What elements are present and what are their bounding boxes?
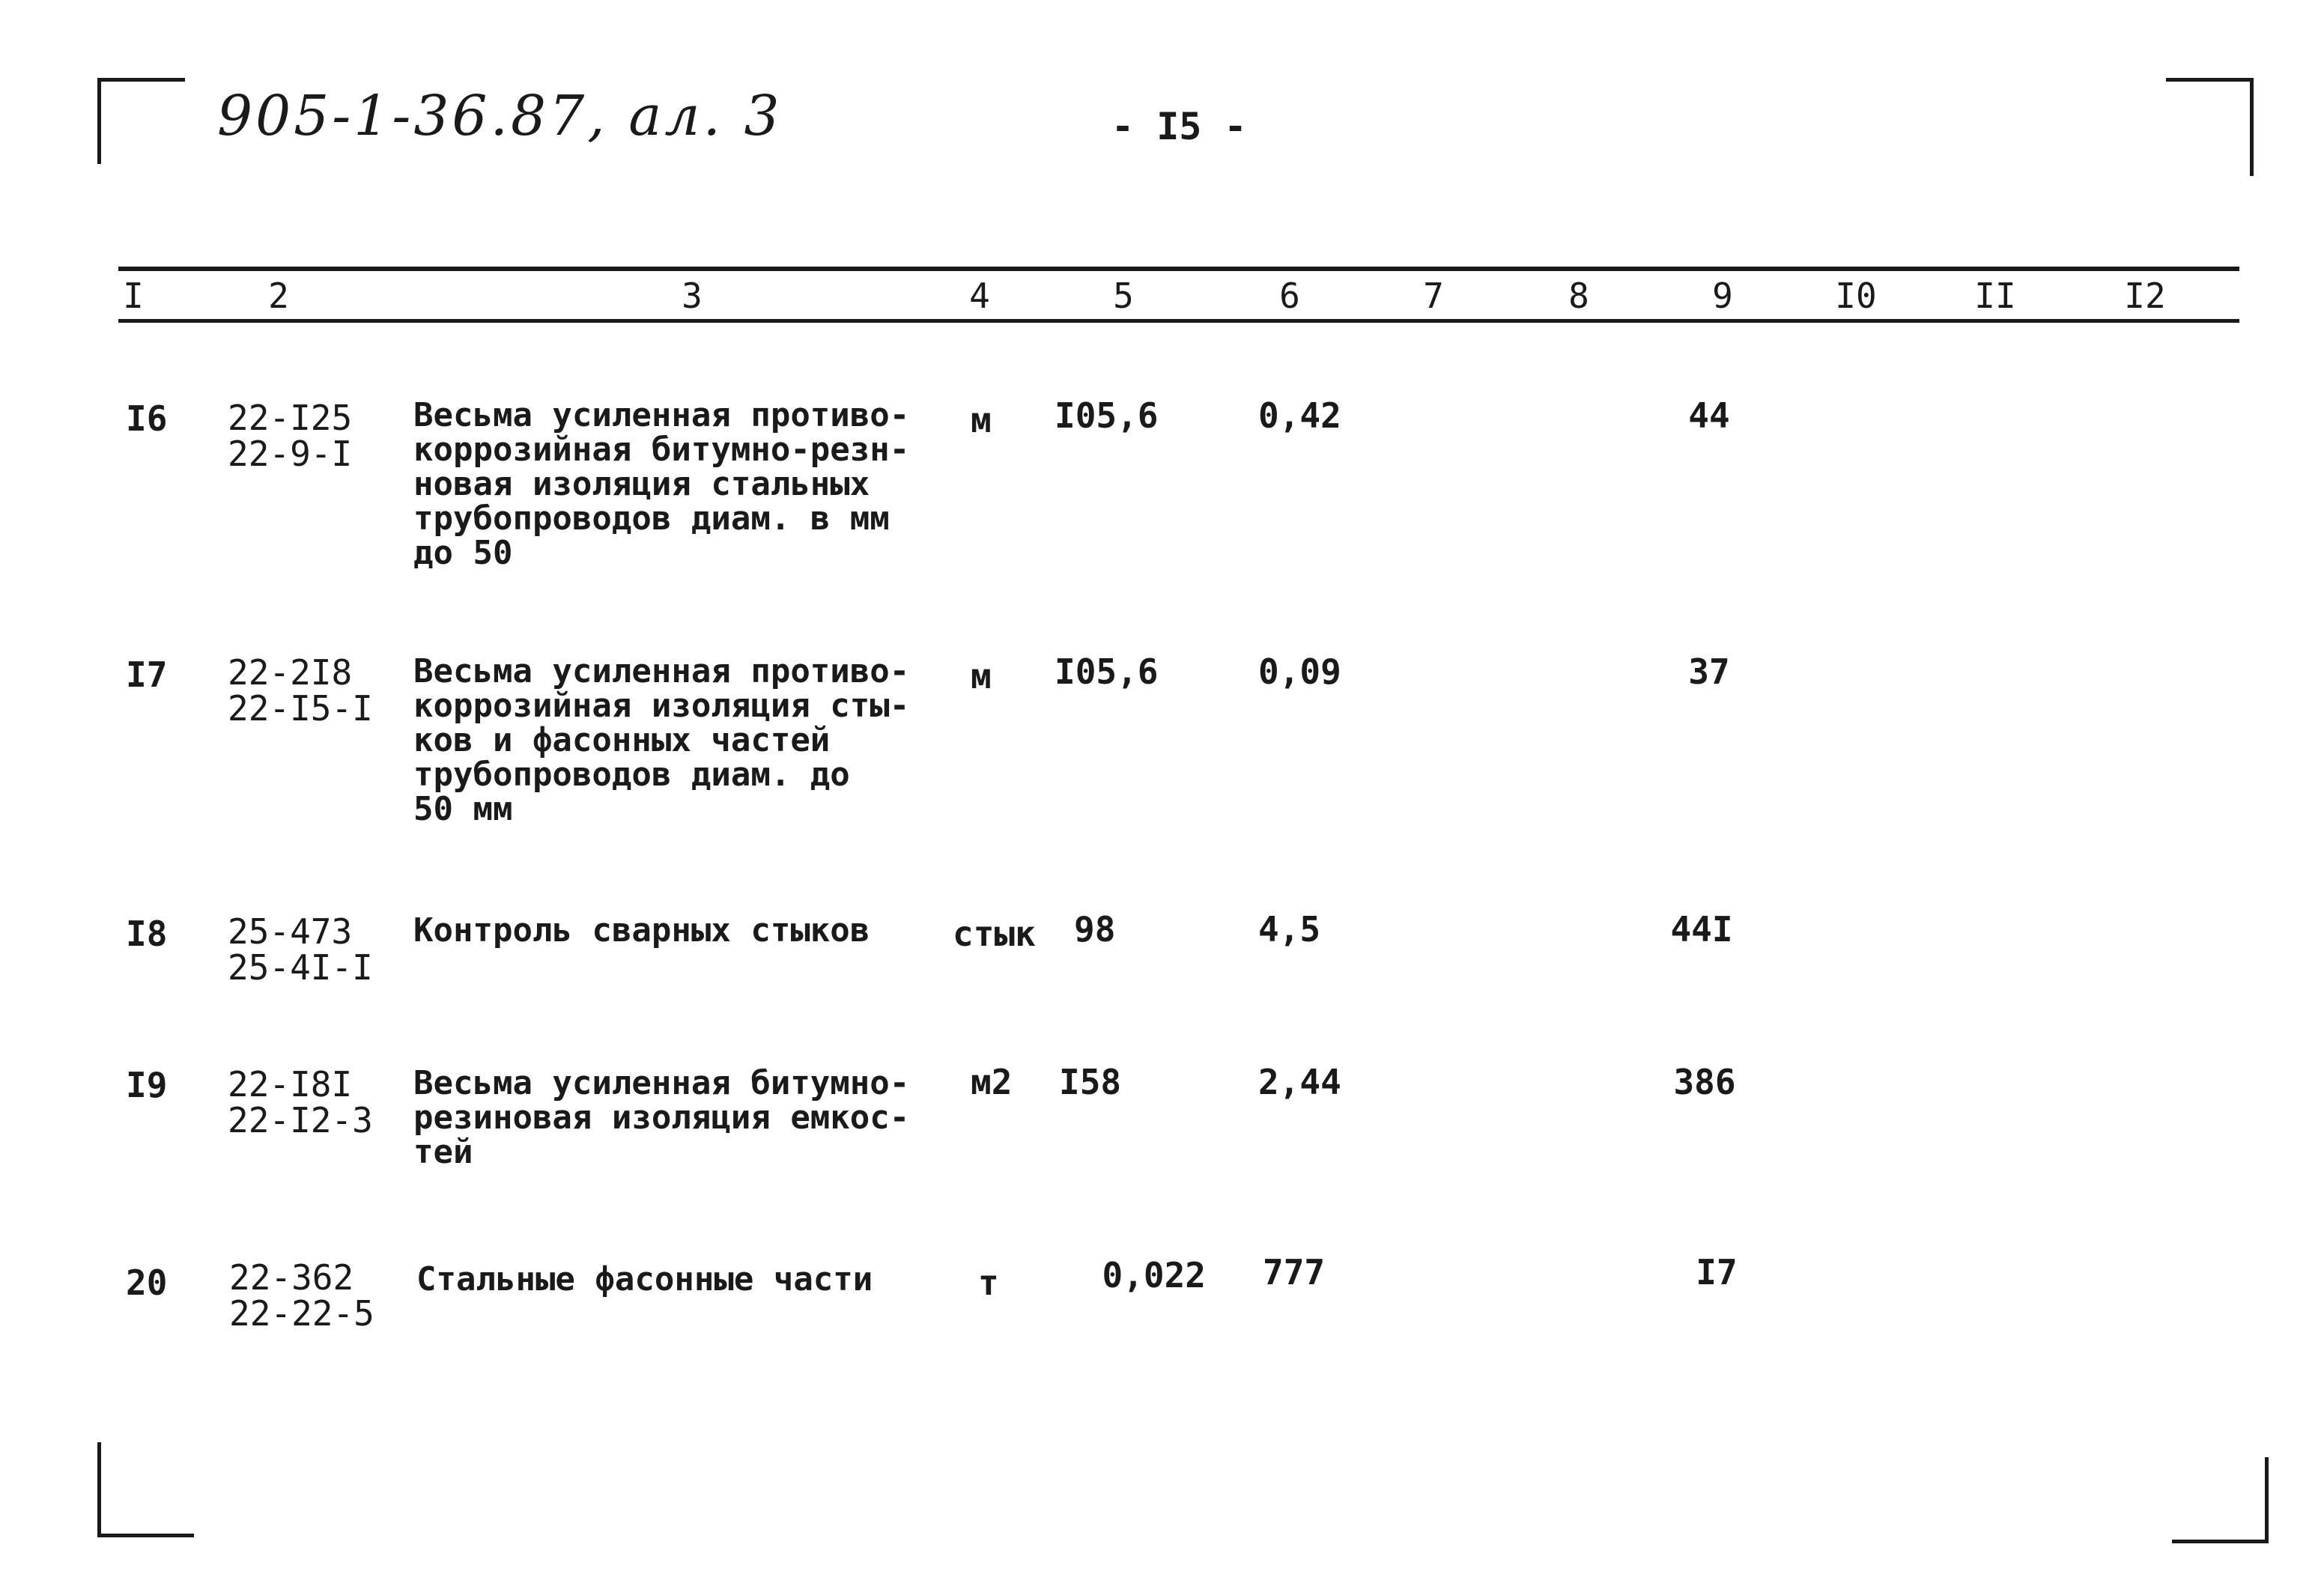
column-header-7: 7	[1423, 276, 1444, 316]
row-quantity: I58	[1059, 1062, 1122, 1102]
description-line: коррозийная изоляция сты-	[413, 687, 910, 725]
row-unit: стык	[953, 914, 1036, 954]
row-code-secondary: 22-I2-3	[228, 1100, 373, 1140]
row-quantity: I05,6	[1055, 651, 1159, 692]
description-line: Контроль сварных стыков	[413, 911, 870, 950]
row-code-primary: 22-362	[229, 1257, 354, 1298]
corner-mark-top-left	[97, 78, 185, 164]
document-code: 905-1-36.87, ал. 3	[217, 84, 783, 148]
row-col6-value: 4,5	[1258, 909, 1321, 950]
row-code-primary: 22-2I8	[228, 652, 353, 693]
row-code-secondary: 22-9-I	[228, 434, 353, 474]
description-line: коррозийная битумно-резн-	[413, 431, 910, 469]
row-col6-value: 0,42	[1258, 395, 1341, 436]
description-line: Весьма усиленная битумно-	[413, 1064, 910, 1102]
corner-mark-bottom-left	[97, 1442, 194, 1537]
row-col6-value: 777	[1263, 1252, 1326, 1292]
row-col9-value: 386	[1673, 1062, 1736, 1102]
column-header-10: I0	[1835, 276, 1877, 316]
row-quantity: I05,6	[1055, 395, 1159, 436]
row-col9-value: 44I	[1670, 909, 1733, 950]
row-description	[416, 1260, 941, 1298]
row-codes	[228, 911, 373, 988]
description-line: до 50	[413, 534, 513, 572]
row-codes	[228, 1066, 373, 1138]
table-header-bottom-rule	[118, 319, 2239, 323]
row-description	[413, 398, 938, 571]
row-col6-value: 0,09	[1258, 651, 1341, 692]
row-number: I8	[126, 914, 168, 954]
description-line: тей	[413, 1133, 473, 1171]
row-codes	[228, 652, 373, 729]
row-col9-value: 44	[1688, 395, 1730, 436]
row-description	[413, 654, 938, 827]
column-header-9: 9	[1712, 276, 1733, 316]
description-line: трубопроводов диам. до	[413, 756, 850, 794]
row-codes	[229, 1257, 374, 1334]
row-quantity: 98	[1074, 909, 1116, 950]
column-header-8: 8	[1568, 276, 1589, 316]
column-header-4: 4	[969, 276, 990, 316]
column-header-2: 2	[268, 276, 289, 316]
column-header-11: II	[1974, 276, 2016, 316]
row-col6-value: 2,44	[1258, 1062, 1341, 1102]
row-code-primary: 22-I8I	[228, 1064, 353, 1105]
description-line: ков и фасонных частей	[413, 721, 831, 759]
row-number: I6	[126, 398, 168, 439]
row-code-secondary: 25-4I-I	[228, 947, 373, 988]
column-header-3: 3	[682, 276, 703, 316]
description-line: Весьма усиленная противо-	[413, 396, 910, 434]
row-description	[413, 1066, 938, 1170]
column-header-12: I2	[2124, 276, 2166, 316]
description-line: Весьма усиленная противо-	[413, 652, 910, 690]
row-quantity: 0,022	[1102, 1255, 1206, 1295]
row-col9-value: I7	[1696, 1252, 1738, 1292]
row-unit: м2	[971, 1062, 1013, 1102]
column-header-5: 5	[1113, 276, 1134, 316]
page-number: - I5 -	[1111, 105, 1247, 148]
row-code-primary: 22-I25	[228, 398, 353, 438]
table-header-top-rule	[118, 267, 2239, 271]
row-col9-value: 37	[1688, 651, 1730, 692]
row-unit: м	[971, 400, 992, 440]
corner-mark-bottom-right	[2172, 1457, 2269, 1543]
description-line: новая изоляция стальных	[413, 465, 870, 503]
row-code-secondary: 22-I5-I	[228, 688, 373, 729]
column-header-1: I	[123, 276, 144, 316]
row-code-secondary: 22-22-5	[229, 1293, 374, 1334]
row-number: 20	[126, 1263, 168, 1303]
description-line: Стальные фасонные части	[416, 1260, 873, 1298]
row-number: I7	[126, 654, 168, 695]
corner-mark-top-right	[2166, 78, 2254, 176]
description-line: 50 мм	[413, 790, 513, 828]
row-unit: м	[971, 656, 992, 696]
description-line: трубопроводов диам. в мм	[413, 499, 890, 538]
description-line: резиновая изоляция емкос-	[413, 1099, 910, 1137]
row-code-primary: 25-473	[228, 911, 353, 952]
row-number: I9	[126, 1065, 168, 1105]
row-codes	[228, 400, 352, 472]
column-header-6: 6	[1279, 276, 1300, 316]
row-unit: т	[978, 1263, 999, 1303]
row-description	[413, 911, 938, 950]
